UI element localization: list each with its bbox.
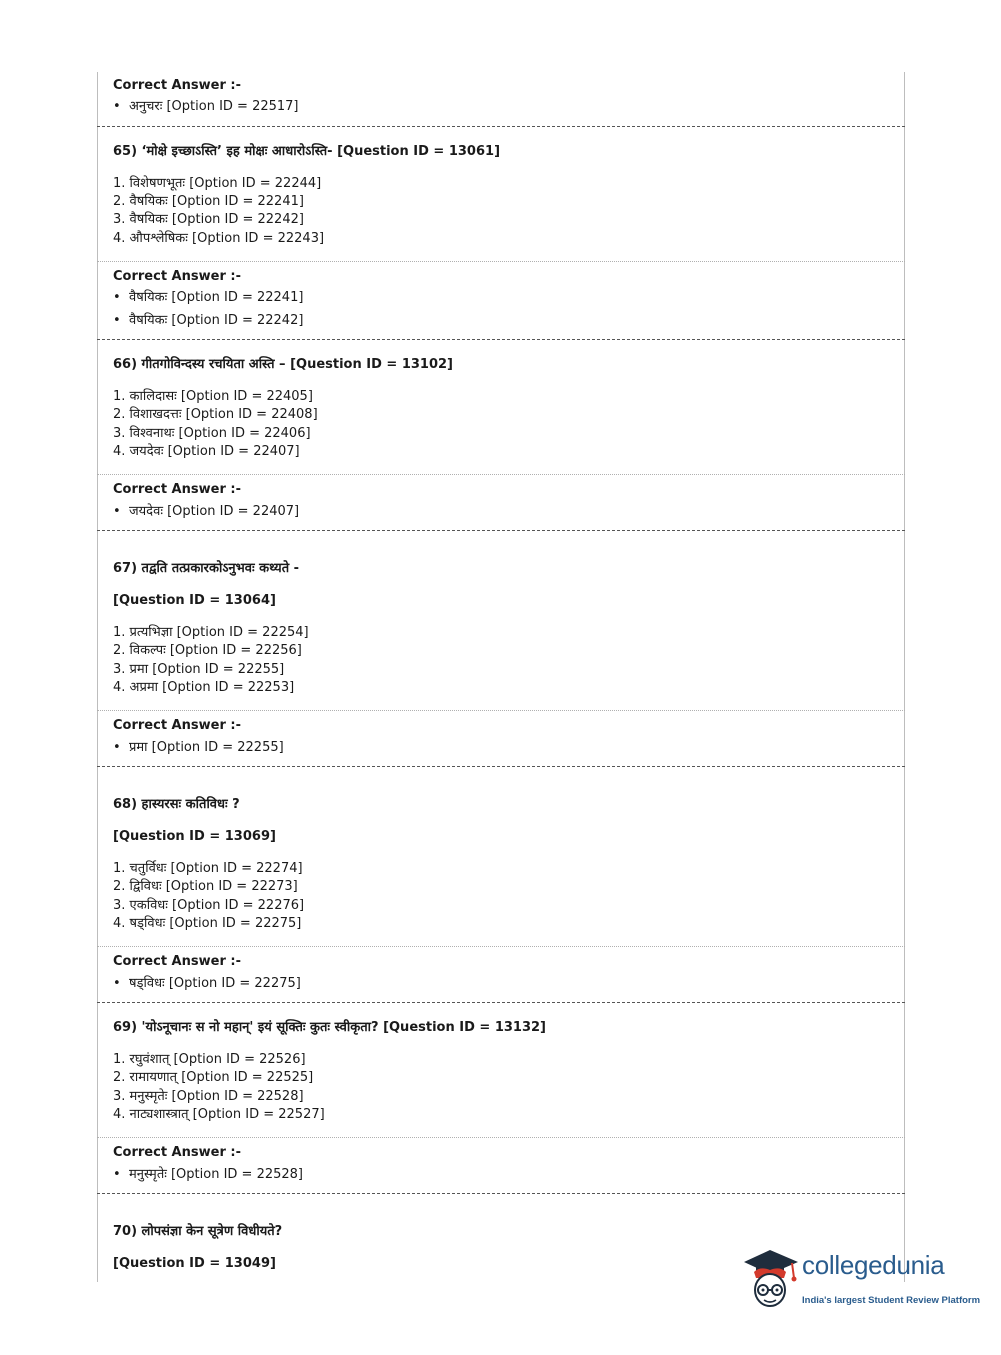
correct-answer-heading: Correct Answer :-	[113, 482, 241, 497]
option-item: 3. मनुस्मृतेः [Option ID = 22528]	[113, 1089, 304, 1104]
correct-answer-heading: Correct Answer :-	[113, 1145, 241, 1160]
option-item: 1. रघुवंशात् [Option ID = 22526]	[113, 1052, 306, 1067]
option-item: 4. षड्विधः [Option ID = 22275]	[113, 916, 302, 931]
answer-divider	[97, 261, 905, 262]
correct-answer-item: • षड्विधः [Option ID = 22275]	[113, 976, 301, 991]
correct-answer-item: • प्रमा [Option ID = 22255]	[113, 740, 284, 755]
mascot-icon	[740, 1246, 802, 1316]
question-title: 67) तद्वति तत्प्रकारकोऽनुभवः कथ्यते -	[113, 561, 300, 576]
collegedunia-logo	[740, 1246, 981, 1316]
correct-answer-item: • वैषयिकः [Option ID = 22241]	[113, 290, 304, 305]
option-item: 4. औपश्लेषिकः [Option ID = 22243]	[113, 231, 325, 246]
question-divider	[97, 1002, 905, 1003]
correct-answer-item: • अनुचरः [Option ID = 22517]	[113, 99, 299, 114]
logo-wordmark: collegedunia	[802, 1250, 945, 1280]
option-item: 1. कालिदासः [Option ID = 22405]	[113, 389, 313, 404]
answer-divider	[97, 946, 905, 947]
correct-answer-item: • मनुस्मृतेः [Option ID = 22528]	[113, 1167, 304, 1182]
option-item: 2. वैषयिकः [Option ID = 22241]	[113, 194, 304, 209]
correct-answer-item: • वैषयिकः [Option ID = 22242]	[113, 313, 304, 328]
question-title: 65) ‘मोक्षे इच्छाऽस्ति’ इह मोक्षः आधारोऽस्ति- [Question ID = 13061]	[113, 144, 501, 159]
question-divider	[97, 339, 905, 340]
correct-answer-heading: Correct Answer :-	[113, 954, 241, 969]
question-title: 69) 'योऽनूचानः स नो महान्' इयं सूक्तिः कुतः स्वीकृता? [Question ID = 13132]	[113, 1020, 546, 1035]
option-item: 1. विशेषणभूतः [Option ID = 22244]	[113, 176, 322, 191]
answer-divider	[97, 474, 905, 475]
option-item: 2. विकल्पः [Option ID = 22256]	[113, 643, 302, 658]
question-title: 66) गीतगोविन्दस्य रचयिता अस्ति – [Question ID = 13102]	[113, 357, 454, 372]
question-title: 70) लोपसंज्ञा केन सूत्रेण विधीयते?	[113, 1224, 283, 1239]
option-item: 2. विशाखदत्तः [Option ID = 22408]	[113, 407, 318, 422]
option-item: 2. द्विविधः [Option ID = 22273]	[113, 879, 298, 894]
logo-tagline: India's largest Student Review Platform	[802, 1295, 981, 1306]
option-item: 2. रामायणात् [Option ID = 22525]	[113, 1070, 314, 1085]
answer-divider	[97, 1137, 905, 1138]
option-item: 3. विश्वनाथः [Option ID = 22406]	[113, 426, 311, 441]
option-item: 3. एकविधः [Option ID = 22276]	[113, 898, 305, 913]
question-divider	[97, 126, 905, 127]
question-id: [Question ID = 13064]	[113, 593, 276, 608]
correct-answer-item: • जयदेवः [Option ID = 22407]	[113, 504, 300, 519]
option-item: 3. वैषयिकः [Option ID = 22242]	[113, 212, 304, 227]
question-divider	[97, 530, 905, 531]
correct-answer-heading: Correct Answer :-	[113, 269, 241, 284]
question-divider	[97, 1193, 905, 1194]
option-item: 1. चतुर्विधः [Option ID = 22274]	[113, 861, 303, 876]
option-item: 3. प्रमा [Option ID = 22255]	[113, 662, 285, 677]
option-item: 4. अप्रमा [Option ID = 22253]	[113, 680, 295, 695]
option-item: 1. प्रत्यभिज्ञा [Option ID = 22254]	[113, 625, 309, 640]
question-divider	[97, 766, 905, 767]
correct-answer-heading: Correct Answer :-	[113, 78, 241, 93]
question-id: [Question ID = 13069]	[113, 829, 276, 844]
correct-answer-heading: Correct Answer :-	[113, 718, 241, 733]
question-id: [Question ID = 13049]	[113, 1256, 276, 1271]
option-item: 4. जयदेवः [Option ID = 22407]	[113, 444, 300, 459]
question-title: 68) हास्यरसः कतिविधः ?	[113, 797, 240, 812]
option-item: 4. नाट्यशास्त्रात् [Option ID = 22527]	[113, 1107, 325, 1122]
answer-divider	[97, 710, 905, 711]
